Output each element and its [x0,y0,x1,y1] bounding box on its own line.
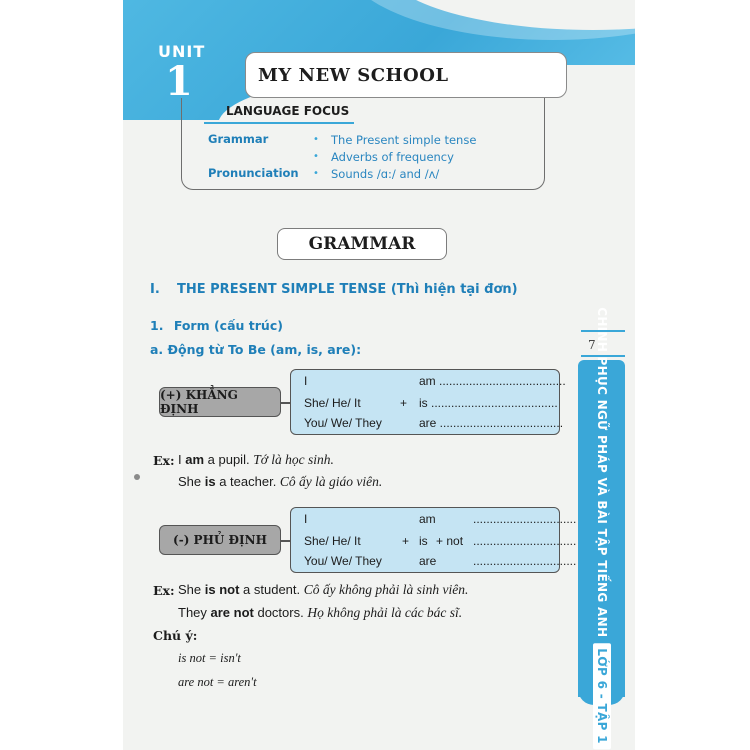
note-line: are not = aren't [178,675,257,689]
unit-number: 1 [165,58,193,105]
section-title-text: THE PRESENT SIMPLE TENSE (Thì hiện tại đơn) [177,282,518,297]
subsection-number: 1. [150,318,164,333]
page-number: 7 [588,338,596,352]
verb-is: is ...................................... [419,396,558,410]
bullet-icon: • [313,168,319,179]
blank-dots: ............................... [473,554,577,568]
side-tab-text [595,307,609,749]
subsection-title [150,318,283,333]
grammar-item: Adverbs of frequency [331,150,454,164]
grammar-item: The Present simple tense [331,133,477,147]
blank-dots: ............................... [473,512,577,526]
bullet-icon: • [313,134,319,145]
verb-are: are ..................................... [419,416,564,430]
verb-am: am ...................................... [419,374,566,388]
subject-i: I [304,374,308,388]
language-focus-heading: LANGUAGE FOCUS [226,104,350,118]
example-label: Ex: [153,453,175,468]
grammar-heading: GRAMMAR [308,234,416,254]
plus-sign: + [402,534,410,548]
section-title [150,282,518,297]
side-tab-title: CHINH PHỤC NGỮ PHÁP VÀ BÀI TẬP TIẾNG ANH [595,307,609,638]
negative-label: (-) PHỦ ĐỊNH [159,525,281,555]
verb-am: am [419,512,436,526]
verb-is: is [419,534,428,548]
subsection-title-text: Form (cấu trúc) [173,318,283,333]
note-title: Chú ý: [153,628,198,643]
language-focus-underline [204,122,354,124]
example-line: She is not a student. Cô ấy không phải là sinh viên. [178,582,469,597]
example-line: She is a teacher. Cô ấy là giáo viên. [178,474,383,489]
pronunciation-label: Pronunciation [208,166,299,180]
grammar-label: Grammar [208,132,269,146]
example-label: Ex: [153,583,175,598]
unit-word: UNIT [158,42,206,61]
pronunciation-item: Sounds /ɑ:/ and /ʌ/ [331,167,440,181]
grammar-heading-box [277,228,447,260]
plus-not: + not [436,534,464,548]
subject-he-she-it: She/ He/ It [304,534,361,548]
to-be-title: a. Động từ To Be (am, is, are): [150,342,362,357]
subject-you-we-they: You/ We/ They [304,416,382,430]
affirmative-label: (+) KHẲNG ĐỊNH [159,387,281,417]
note-line: is not = isn't [178,651,241,665]
example-line: They are not doctors. Họ không phải là các bác sĩ. [178,605,463,620]
side-tab-subtitle: LỚP 6 - TẬP 1 [593,643,611,748]
lesson-title: MY NEW SCHOOL [258,64,449,86]
blank-dots: ............................... [473,534,577,548]
example-line: I am a pupil. Tớ là học sinh. [178,452,334,467]
subject-he-she-it: She/ He/ It [304,396,361,410]
verb-are: are [419,554,437,568]
plus-sign: + [400,396,408,410]
bullet-icon: • [313,151,319,162]
subject-you-we-they: You/ We/ They [304,554,382,568]
lesson-title-box [245,52,567,98]
margin-dot [134,474,140,480]
subject-i: I [304,512,308,526]
section-number: I. [150,282,160,297]
